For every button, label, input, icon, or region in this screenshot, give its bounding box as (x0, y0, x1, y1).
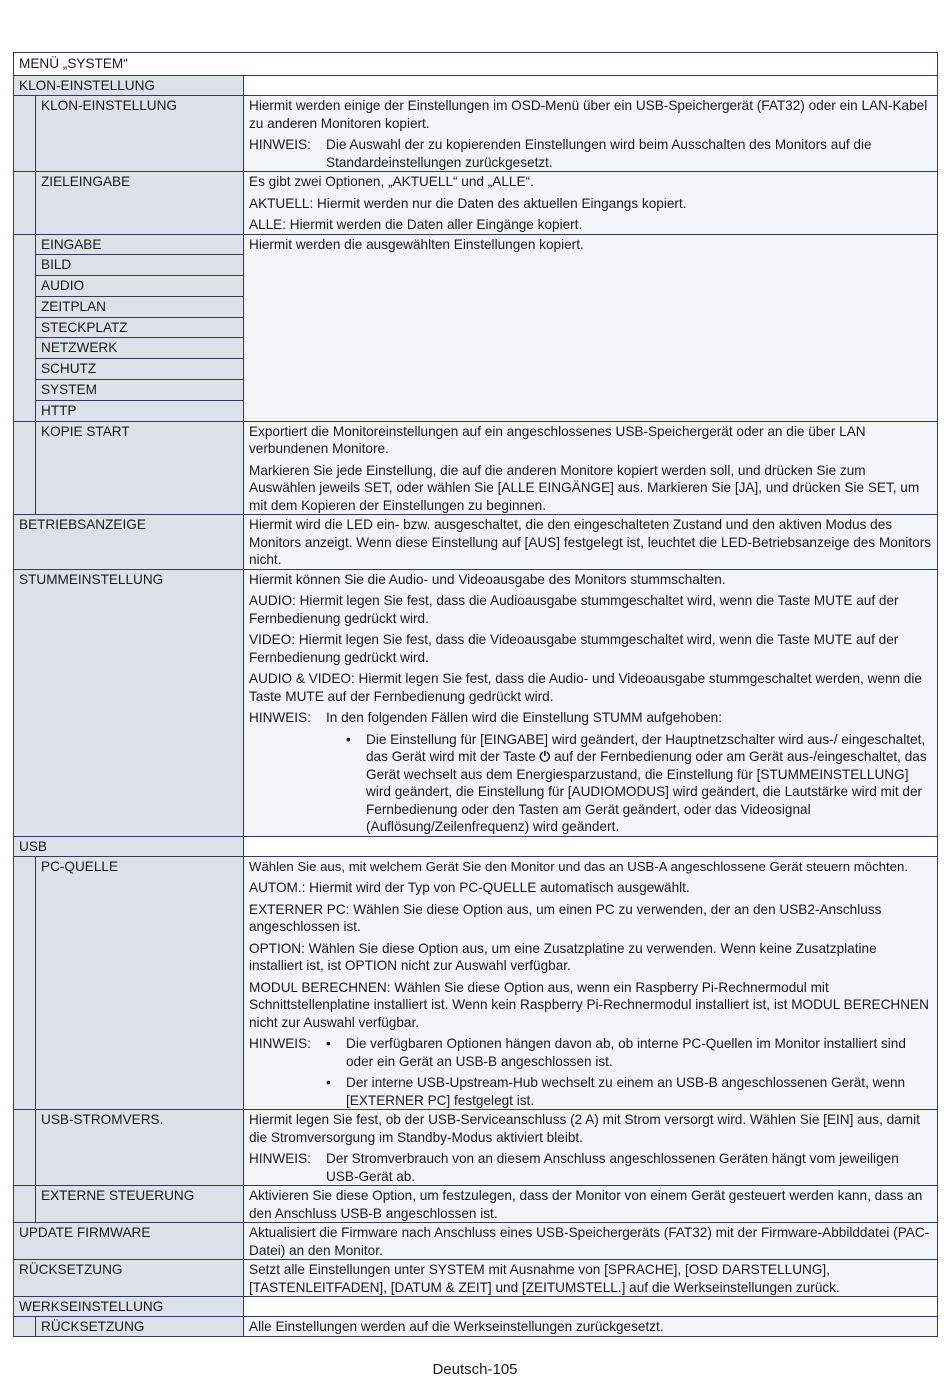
sub-item: BILD (36, 255, 243, 276)
description-text: Exportiert die Monitoreinstellungen auf ein angeschlossenes USB-Speichergerät oder an die über LAN verbundenen Monitore. (249, 423, 866, 457)
table-row (14, 1223, 937, 1260)
bullet-item (326, 1074, 932, 1109)
sub-item-list (36, 235, 243, 421)
table-row (14, 570, 937, 837)
description-text: AKTUELL: Hiermit werden nur die Daten des aktuellen Eingangs kopiert. (249, 195, 687, 211)
description-text: Hiermit werden einige der Einstellungen im OSD-Menü über ein USB-Speichergerät (FAT32) oder ein LAN-Kabel zu anderen Monitoren kopiert. (249, 98, 928, 131)
description-text: AUDIO & VIDEO: Hiermit legen Sie fest, dass die Audio- und Videoausgabe stummgeschaltet werden, wenn die Taste MUTE auf der Fernbedienung gedrückt wird. (249, 671, 922, 704)
row-label-werkseinstellung: WERKSEINSTELLUNG (19, 1299, 164, 1315)
description-text: EXTERNER PC: Wählen Sie diese Option aus, um einen PC zu verwenden, der an den USB2-Anschluss angeschlossen ist. (249, 901, 882, 935)
table-row (14, 837, 937, 857)
description-text: Hiermit werden die ausgewählten Einstellungen kopiert. (249, 236, 584, 252)
sub-item: STECKPLATZ (36, 318, 243, 339)
sub-item: SCHUTZ (36, 359, 243, 380)
table-row (14, 172, 937, 235)
description-text: ALLE: Hiermit werden die Daten aller Eingänge kopiert. (249, 217, 583, 232)
description-text: Hiermit können Sie die Audio- und Videoausgabe des Monitors stummschalten. (249, 571, 726, 587)
table-row (14, 1186, 937, 1223)
bullet-text: Die Einstellung für [EINGABE] wird geändert, der Hauptnetzschalter wird aus-/ eingeschaltet, das Gerät wird mit der Taste (366, 731, 926, 765)
sub-item: NETZWERK (36, 338, 243, 359)
note (249, 1150, 932, 1185)
bullet-text: Der interne USB-Upstream-Hub wechselt zu einem an USB-B angeschlossenen Gerät, wenn [EXTERNER PC] festgelegt ist. (346, 1075, 906, 1108)
sub-item: AUDIO (36, 276, 243, 297)
note (249, 136, 932, 171)
table-row (14, 515, 937, 570)
description-text: MODUL BERECHNEN: Wählen Sie diese Option aus, wenn ein Raspberry Pi-Rechnermodul mit Schnittstellenplatine installiert ist. Wenn kein Raspberry Pi-Rechnermodul installiert ist, ist MODUL BERECHNEN nicht zur Auswahl verfügbar. (249, 979, 929, 1030)
sub-item: EINGABE (36, 235, 243, 256)
bullet-item (326, 731, 932, 836)
description-text: Aktivieren Sie diese Option, um festzulegen, dass der Monitor von einem Gerät gesteuert werden kann, dass an den Anschluss USB-B angeschlossen ist. (249, 1188, 923, 1221)
bullet-text: Die verfügbaren Optionen hängen davon ab, ob interne PC-Quellen im Monitor installiert sind oder ein Gerät an USB-B angeschlossen ist. (346, 1036, 906, 1069)
power-icon: ⏻ (539, 749, 551, 765)
bullet-icon: • (326, 1075, 331, 1091)
row-label-betriebsanzeige: BETRIEBSANZEIGE (19, 517, 146, 533)
note-text: Der Stromverbrauch von an diesem Anschluss angeschlossenen Geräten hängt vom jeweiligen USB-Gerät ab. (326, 1151, 899, 1184)
page-number: Deutsch-105 (432, 1361, 518, 1378)
note-label: HINWEIS: (249, 137, 311, 152)
note-text: In den folgenden Fällen wird die Einstellung STUMM aufgehoben: (326, 710, 722, 726)
note-label: HINWEIS: (249, 1036, 311, 1052)
note (249, 1035, 932, 1109)
description-text: Hiermit legen Sie fest, ob der USB-Serviceanschluss (2 A) mit Strom versorgt wird. Wählen Sie [EIN] aus, damit die Stromversorgung im Standby-Modus aktiviert bleibt. (249, 1112, 920, 1145)
row-label-externe-steuerung: EXTERNE STEUERUNG (41, 1188, 195, 1204)
row-label-klon: KLON-EINSTELLUNG (19, 78, 155, 93)
description-text: Setzt alle Einstellungen unter SYSTEM mit Ausnahme von [SPRACHE], [OSD DARSTELLUNG], [TASTENLEITFADEN], [DATUM & ZEIT] und [ZEITUMSTELL.] auf die Werkseinstellungen zurück. (249, 1262, 840, 1295)
row-label-usb: USB (19, 838, 47, 854)
table-row (14, 1297, 937, 1317)
row-label-ruecksetzung: RÜCKSETZUNG (19, 1262, 123, 1278)
description-text: AUDIO: Hiermit legen Sie fest, dass die Audioausgabe stummgeschaltet wird, wenn die Taste MUTE auf der Fernbedienung gedrückt wird. (249, 593, 899, 626)
bullet-icon: • (346, 731, 351, 747)
bullet-text: auf der Fernbedienung oder am Gerät aus-/eingeschaltet, das Gerät wechselt aus dem Energiesparzustand, die Einstellung für [STUMMEINSTELLUNG] wird geändert, die Einstellung für [AUDIOMODUS] wird geändert, die Lautstärke wird mit der Fernbedienung oder den Tasten am Gerät geändert, oder das Videosignal (Auflösung/Zeilenfrequenz) wird geändert. (366, 749, 927, 835)
description-text: Wählen Sie aus, mit welchem Gerät Sie den Monitor und das an USB-A angeschlossene Gerät steuern möchten. (249, 858, 908, 874)
bullet-item (326, 1035, 932, 1070)
row-label-werk-ruecksetzung: RÜCKSETZUNG (41, 1319, 145, 1335)
bullet-icon: • (326, 1036, 331, 1052)
description-text: OPTION: Wählen Sie diese Option aus, um eine Zusatzplatine zu verwenden. Wenn keine Zusatzplatine installiert ist, ist OPTION nicht zur Auswahl verfügbar. (249, 940, 877, 974)
description-text: Es gibt zwei Optionen, „AKTUELL“ und „ALLE“. (249, 174, 534, 189)
note-label: HINWEIS: (249, 710, 311, 726)
row-label-zieleingabe: ZIELEINGABE (41, 174, 131, 189)
table-row (14, 96, 937, 172)
sub-item: ZEITPLAN (36, 297, 243, 318)
description-text: VIDEO: Hiermit legen Sie fest, dass die Videoausgabe stummgeschaltet wird, wenn die Taste MUTE auf der Fernbedienung gedrückt wird. (249, 632, 899, 665)
row-label-klon-einstellung: KLON-EINSTELLUNG (41, 98, 177, 113)
table-row (14, 1317, 937, 1336)
table-row (14, 422, 937, 516)
note-text: Die Auswahl der zu kopierenden Einstellungen wird beim Ausschalten des Monitors auf die Standardeinstellungen zurückgesetzt. (326, 137, 872, 170)
description-text: AUTOM.: Hiermit wird der Typ von PC-QUELLE automatisch ausgewählt. (249, 880, 690, 896)
description-text: Aktualisiert die Firmware nach Anschluss eines USB-Speichergeräts (FAT32) mit der Firmware-Abbilddatei (PAC-Datei) an den Monitor. (249, 1225, 930, 1258)
table-row (14, 76, 937, 96)
description-text: Alle Einstellungen werden auf die Werkseinstellungen zurückgesetzt. (249, 1319, 664, 1335)
settings-table (13, 52, 938, 1337)
row-label-usb-stromvers: USB-STROMVERS. (41, 1112, 164, 1128)
table-row (14, 857, 937, 1111)
note-label: HINWEIS: (249, 1151, 311, 1167)
description-text: Markieren Sie jede Einstellung, die auf die anderen Monitore kopiert werden soll, und drücken Sie zum Auswählen jeweils SET, oder wählen Sie [ALLE EINGÄNGE] aus. Markieren Sie [JA], und drücken Sie SET, um mit dem Kopieren der Einstellungen zu beginnen. (249, 462, 920, 513)
table-row (14, 1110, 937, 1186)
table-title: MENÜ „SYSTEM“ (14, 53, 937, 76)
row-label-stummeinstellung: STUMMEINSTELLUNG (19, 571, 164, 587)
sub-item: SYSTEM (36, 380, 243, 401)
sub-item: HTTP (41, 402, 77, 418)
description-text: Hiermit wird die LED ein- bzw. ausgeschaltet, die den eingeschalteten Zustand und den aktiven Modus des Monitors anzeigt. Wenn diese Einstellung auf [AUS] festgelegt ist, leuchtet die LED-Betriebsanzeige des Monitors nicht. (249, 517, 932, 568)
row-label-update-firmware: UPDATE FIRMWARE (19, 1225, 151, 1241)
row-label-kopie-start: KOPIE START (41, 423, 130, 439)
table-row (14, 235, 937, 422)
note (249, 709, 932, 836)
table-row (14, 1260, 937, 1297)
row-label-pc-quelle: PC-QUELLE (41, 858, 119, 874)
